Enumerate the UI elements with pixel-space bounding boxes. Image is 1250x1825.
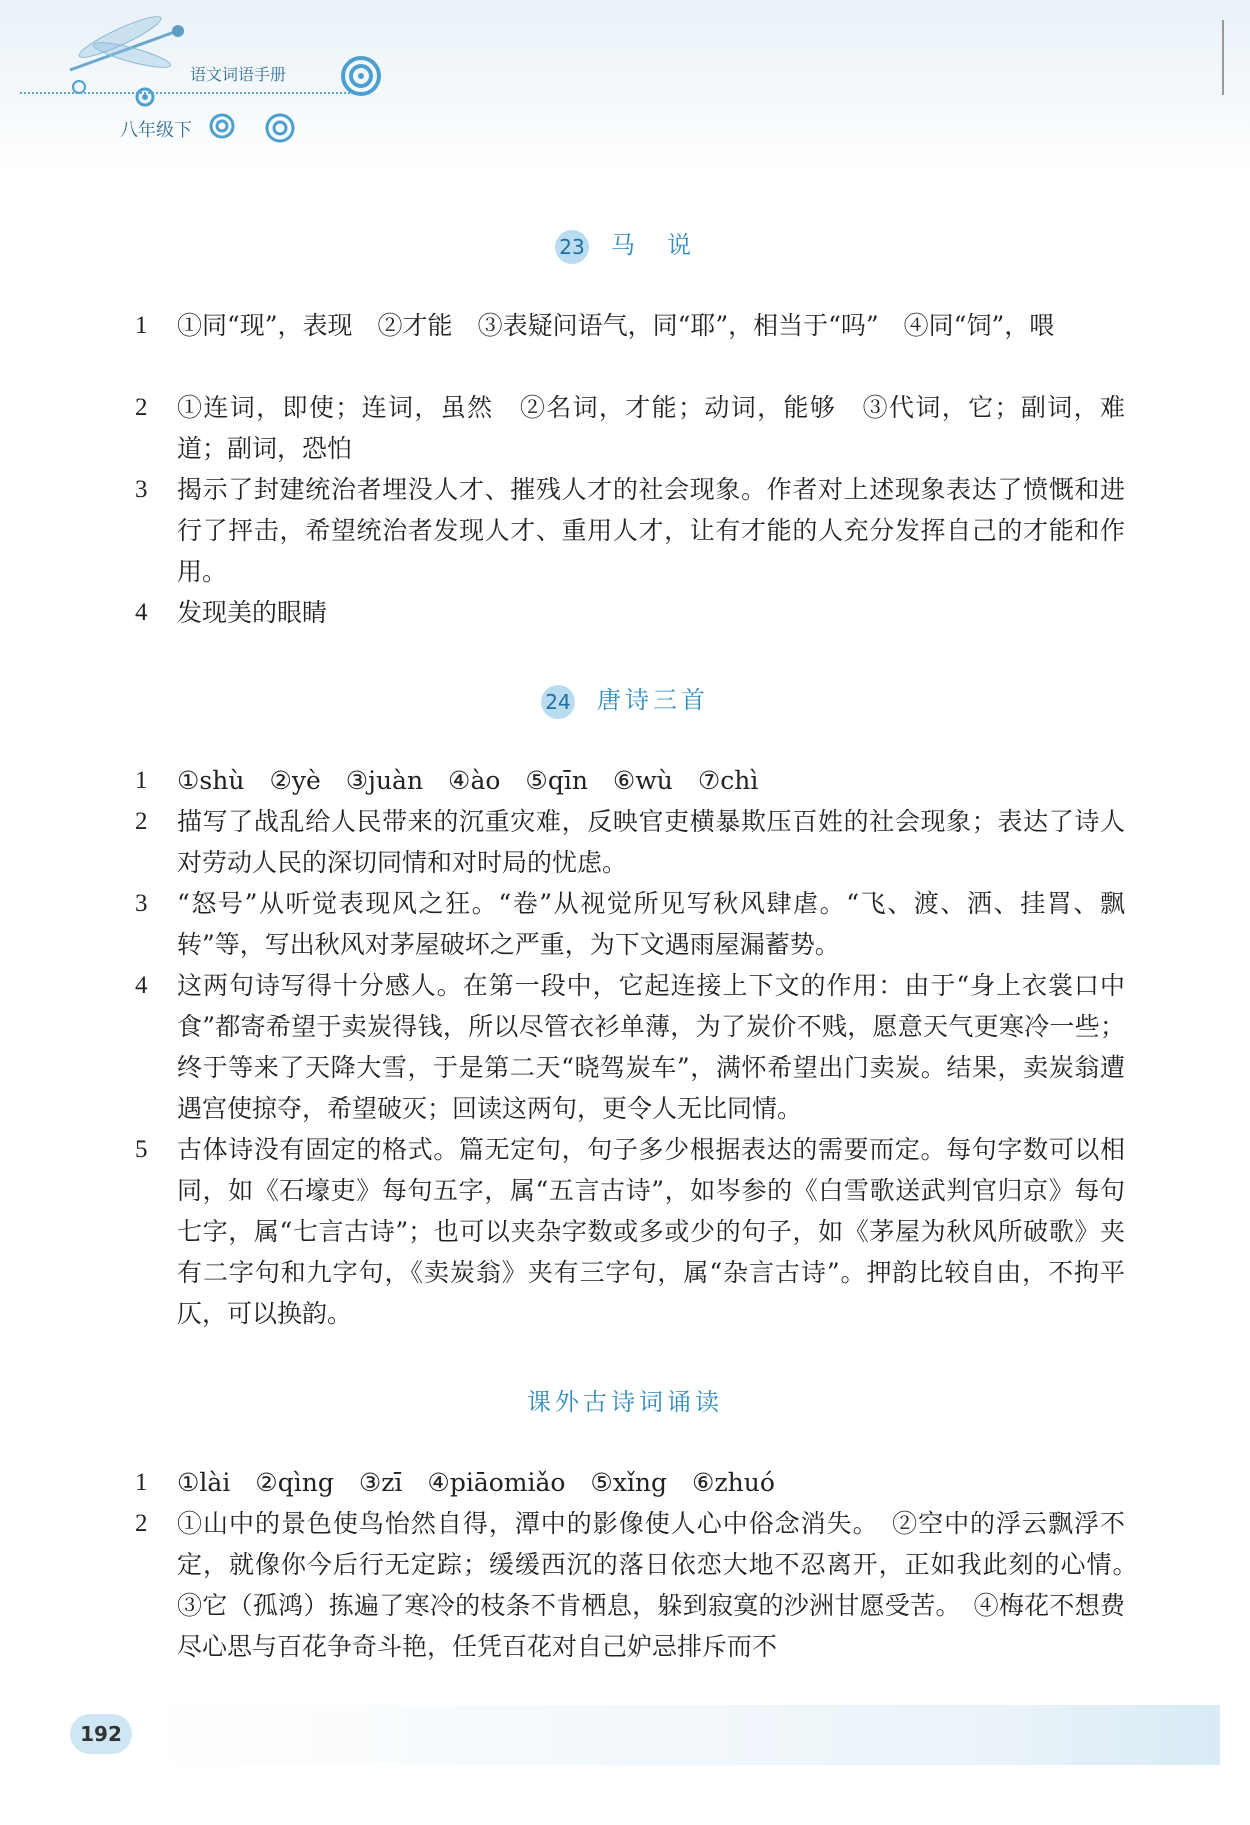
- list-item: [135, 1503, 1151, 1667]
- item-number: 4: [135, 599, 148, 626]
- swirl-icon: [134, 86, 156, 108]
- item-number: 2: [135, 808, 148, 835]
- list-item: [135, 387, 1125, 469]
- section-title-extra-reading: [0, 1382, 1250, 1417]
- item-number: 3: [135, 890, 148, 917]
- page-number: 192: [70, 1714, 132, 1754]
- item-text: ①连词，即使；连词，虽然 ②名词，才能；动词，能够 ③代词，它；副词，难道；副词，恐怕: [177, 393, 1125, 463]
- list-item: [135, 965, 1125, 1129]
- item-text: “怒号”从听觉表现风之狂。“卷”从视觉所见写秋风肆虐。“飞、渡、洒、挂罥、飘转”等，写出秋风对茅屋破坏之严重，为下文遇雨屋漏蓄势。: [177, 889, 1125, 959]
- list-item: [135, 801, 1125, 883]
- section-title-23: [0, 225, 1250, 264]
- item-number: 1: [135, 767, 148, 794]
- item-number: 3: [135, 476, 148, 503]
- lesson-number-badge: 24: [541, 685, 575, 719]
- list-item: [135, 469, 1125, 592]
- item-text: 发现美的眼睛: [177, 598, 328, 627]
- item-text: ①shù ②yè ③juàn ④ào ⑤qīn ⑥wù ⑦chì: [177, 766, 759, 795]
- header-divider: [20, 92, 350, 94]
- item-text: ①lài ②qìng ③zī ④piāomiǎo ⑤xǐng ⑥zhuó: [177, 1468, 775, 1497]
- footer-band: [140, 1705, 1220, 1765]
- book-title: 语文词语手册: [190, 65, 287, 84]
- section-title-text: 课外古诗词诵读: [527, 1388, 723, 1416]
- item-number: 5: [135, 1136, 148, 1163]
- item-text: 这两句诗写得十分感人。在第一段中，它起连接上下文的作用：由于“身上衣裳口中食”都寄希望于卖炭得钱，所以尽管衣衫单薄，为了炭价不贱，愿意天气更寒冷一些；终于等来了天降大雪，于是第二天“晓驾炭车”，满怀希望出门卖炭。结果，卖炭翁遭遇宫使掠夺，希望破灭；回读这两句，更令人无比同情。: [177, 971, 1125, 1123]
- section-title-text: 唐诗三首: [597, 686, 709, 714]
- item-text: ①山中的景色使鸟怡然自得，潭中的影像使人心中俗念消失。 ②空中的浮云飘浮不定，就像你今后行无定踪；缓缓西沉的落日依恋大地不忍离开，正如我此刻的心情。 ③它（孤鸿）拣遍了寒冷的枝条不肯栖息，躲到寂寞的沙洲甘愿受苦。 ④梅花不想费尽心思与百花争奇斗艳，任凭百花对自己妒忌排斥而不: [177, 1509, 1151, 1661]
- swirl-icon: [264, 112, 296, 144]
- list-item: [135, 883, 1125, 965]
- item-text: 描写了战乱给人民带来的沉重灾难，反映官吏横暴欺压百姓的社会现象；表达了诗人对劳动人民的深切同情和对时局的忧虑。: [177, 807, 1125, 877]
- section-title-text: 马 说: [611, 231, 695, 259]
- grade-label: 八年级下: [120, 120, 192, 141]
- item-number: 2: [135, 394, 148, 421]
- item-text: 揭示了封建统治者埋没人才、摧残人才的社会现象。作者对上述现象表达了愤慨和进行了抨击，希望统治者发现人才、重用人才，让有才能的人充分发挥自己的才能和作用。: [177, 475, 1125, 586]
- list-item: [135, 1129, 1125, 1334]
- item-number: 1: [135, 1469, 148, 1496]
- list-item: [135, 305, 1125, 346]
- swirl-icon: [208, 112, 236, 140]
- list-item: [135, 760, 1125, 801]
- dragonfly-icon: [60, 15, 190, 85]
- item-text: ①同“现”，表现 ②才能 ③表疑问语气，同“耶”，相当于“吗” ④同“饲”，喂: [177, 311, 1055, 340]
- lesson-number-badge: 23: [555, 230, 589, 264]
- item-number: 4: [135, 972, 148, 999]
- page-edge-line: [1222, 20, 1224, 95]
- item-number: 1: [135, 312, 148, 339]
- list-item: [135, 592, 1125, 633]
- item-text: 古体诗没有固定的格式。篇无定句，句子多少根据表达的需要而定。每句字数可以相同，如《石壕吏》每句五字，属“五言古诗”，如岑参的《白雪歌送武判官归京》每句七字，属“七言古诗”；也可以夹杂字数或多或少的句子，如《茅屋为秋风所破歌》夹有二字句和九字句，《卖炭翁》夹有三字句，属“杂言古诗”。押韵比较自由，不拘平仄，可以换韵。: [177, 1135, 1125, 1328]
- section-title-24: [0, 680, 1250, 719]
- list-item: [135, 1462, 1125, 1503]
- item-number: 2: [135, 1510, 148, 1537]
- swirl-icon: [340, 55, 382, 97]
